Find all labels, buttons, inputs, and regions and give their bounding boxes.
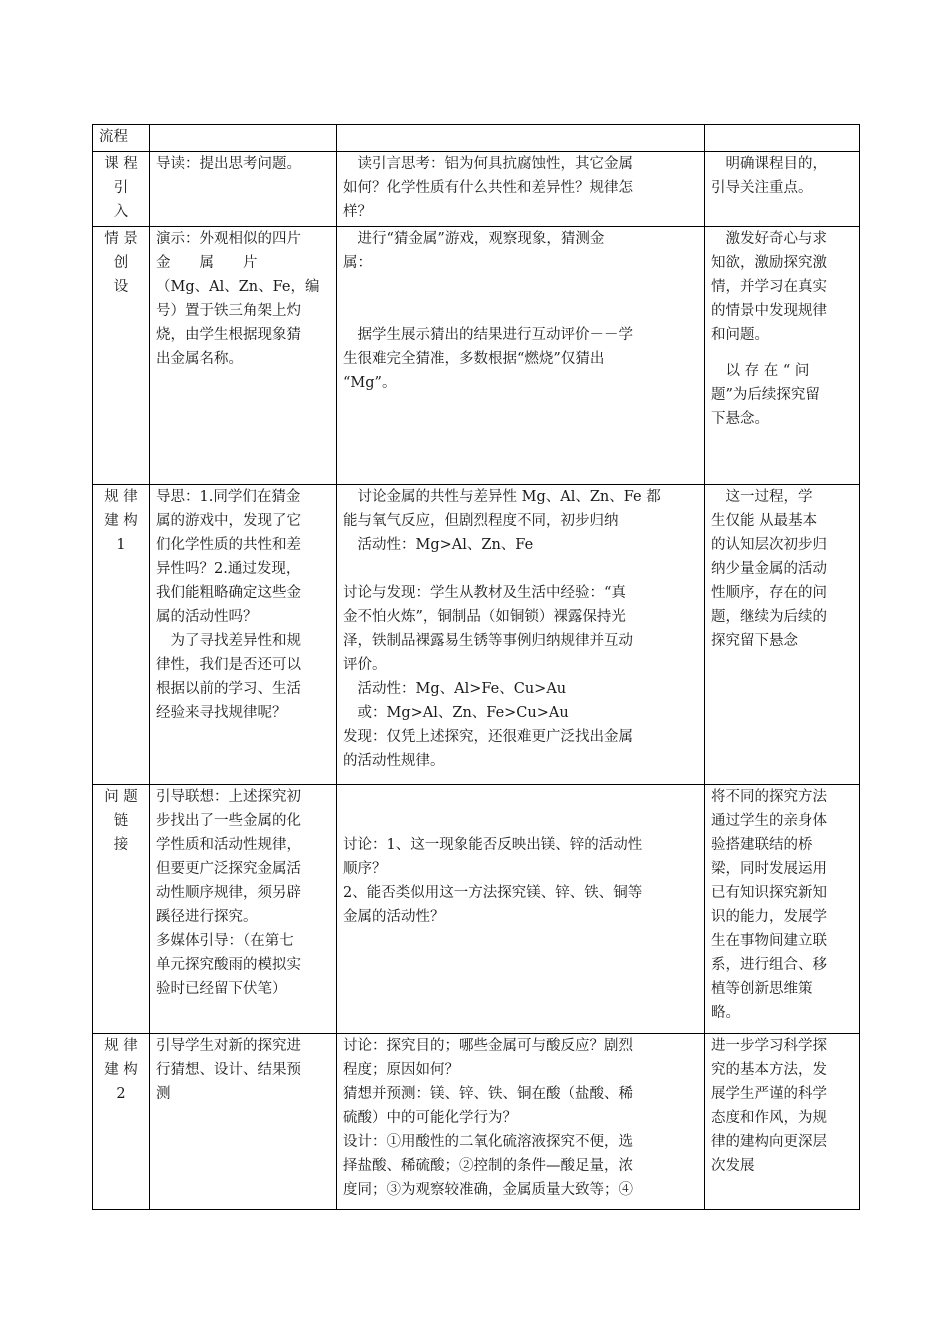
teacher-cell — [150, 227, 337, 485]
stage-line: 1 — [116, 537, 126, 553]
header-teacher — [150, 125, 337, 152]
student-cell — [337, 485, 705, 785]
purpose-line: 植等创新思维策 — [711, 981, 813, 997]
student-line: 2、能否类似用这一方法探究镁、锌、铁、铜等 — [343, 885, 643, 901]
purpose-line: 验搭建联结的桥 — [711, 837, 813, 853]
student-line: 择盐酸、稀硫酸；②控制的条件—酸足量，浓 — [343, 1158, 633, 1174]
student-line: 发现：仅凭上述探究，还很难更广泛找出金属 — [343, 729, 633, 745]
teacher-line: 但要更广泛探究金属活 — [156, 861, 301, 877]
purpose-line: 略。 — [711, 1005, 740, 1021]
teacher-line: 属的游戏中，发现了它 — [156, 513, 301, 529]
purpose-line: 究的基本方法，发 — [711, 1062, 827, 1078]
teacher-line: 多媒体引导：（在第七 — [156, 933, 294, 949]
teacher-line: 烧，由学生根据现象猜 — [156, 327, 301, 343]
student-line: 程度；原因如何？ — [343, 1062, 459, 1078]
student-line: 样？ — [343, 204, 372, 220]
purpose-line: 题，继续为后续的 — [711, 609, 827, 625]
teacher-line: 们化学性质的共性和差 — [156, 537, 301, 553]
purpose-line: 纳少量金属的活动 — [711, 561, 827, 577]
purpose-cell — [705, 785, 860, 1034]
purpose-line: 明确课程目的， — [711, 156, 827, 172]
table-row — [93, 1034, 860, 1210]
purpose-line: 情，并学习在真实 — [711, 279, 827, 295]
stage-cell — [93, 152, 150, 227]
teacher-line: 出金属名称。 — [156, 351, 243, 367]
teacher-line: （Mg、Al、Zn、Fe，编 — [156, 279, 320, 295]
purpose-line: 这一过程，学 — [711, 489, 813, 505]
teacher-line: 经验来寻找规律呢？ — [156, 705, 287, 721]
teacher-line: 号）置于铁三角架上灼 — [156, 303, 301, 319]
purpose-line: 以 存 在 “ 问 — [711, 363, 810, 379]
student-cell — [337, 785, 705, 1034]
table-row — [93, 485, 860, 785]
purpose-line: 激发好奇心与求 — [711, 231, 827, 247]
student-line: 金不怕火炼”，铜制品（如铜锁）裸露保持光 — [343, 609, 626, 625]
teacher-line: 属的活动性吗？ — [156, 609, 258, 625]
stage-cell — [93, 1034, 150, 1210]
purpose-line: 探究留下悬念 — [711, 633, 798, 649]
teacher-line: 我们能粗略确定这些金 — [156, 585, 301, 601]
student-line: 能与氧气反应，但剧烈程度不同，初步归纳 — [343, 513, 619, 529]
student-line: 猜想并预测：镁、锌、铁、铜在酸（盐酸、稀 — [343, 1086, 633, 1102]
teacher-line: 验时已经留下伏笔） — [156, 981, 287, 997]
teacher-line: 步找出了一些金属的化 — [156, 813, 301, 829]
stage-line: 创 — [113, 255, 129, 271]
student-line: 评价。 — [343, 657, 387, 673]
purpose-line: 的情景中发现规律 — [711, 303, 827, 319]
purpose-line: 生仅能 从最基本 — [711, 513, 818, 529]
stage-line: 引 — [113, 180, 129, 196]
student-line: 讨论：1、这一现象能否反映出镁、锌的活动性 — [343, 837, 643, 853]
teacher-line: 律性，我们是否还可以 — [156, 657, 301, 673]
student-cell — [337, 227, 705, 485]
teacher-line: 演示：外观相似的四片 — [156, 231, 301, 247]
student-cell — [337, 1034, 705, 1210]
stage-line: 设 — [113, 279, 129, 295]
teacher-line: 单元探究酸雨的模拟实 — [156, 957, 301, 973]
purpose-line: 引导关注重点。 — [711, 180, 813, 196]
stage-line: 入 — [113, 204, 129, 220]
teacher-cell — [150, 785, 337, 1034]
student-line: 金属的活动性？ — [343, 909, 445, 925]
teacher-cell — [150, 485, 337, 785]
teacher-line: 引导联想：上述探究初 — [156, 789, 301, 805]
purpose-cell — [705, 485, 860, 785]
teacher-cell — [150, 1034, 337, 1210]
stage-line: 规 律 — [104, 489, 138, 505]
student-line: 讨论：探究目的；哪些金属可与酸反应？剧烈 — [343, 1038, 633, 1054]
purpose-line: 展学生严谨的科学 — [711, 1086, 827, 1102]
purpose-cell — [705, 1034, 860, 1210]
stage-cell — [93, 227, 150, 485]
student-line: 硫酸）中的可能化学行为？ — [343, 1110, 517, 1126]
stage-line: 链 — [113, 813, 129, 829]
purpose-line: 已有知识探究新知 — [711, 885, 827, 901]
header-flow — [93, 125, 150, 152]
purpose-cell — [705, 152, 860, 227]
student-line: 生很难完全猜准，多数根据“燃烧”仅猜出 — [343, 351, 605, 367]
student-line: 活动性：Mg、Al>Fe、Cu>Au — [343, 681, 567, 697]
table-row — [93, 152, 860, 227]
purpose-line: 识的能力，发展学 — [711, 909, 827, 925]
purpose-line: 的认知层次初步归 — [711, 537, 827, 553]
header-purpose — [705, 125, 860, 152]
student-line: 如何？化学性质有什么共性和差异性？规律怎 — [343, 180, 633, 196]
stage-cell — [93, 485, 150, 785]
table-row — [93, 227, 860, 485]
student-line: 或：Mg>Al、Zn、Fe>Cu>Au — [343, 705, 569, 721]
stage-cell — [93, 785, 150, 1034]
header-student — [337, 125, 705, 152]
student-line: “Mg”。 — [343, 375, 397, 391]
student-line: 活动性：Mg>Al、Zn、Fe — [343, 537, 534, 553]
table-row — [93, 785, 860, 1034]
purpose-line: 性顺序，存在的问 — [711, 585, 827, 601]
teacher-line: 引导学生对新的探究进 — [156, 1038, 301, 1054]
teacher-line: 导读：提出思考问题。 — [156, 156, 301, 172]
stage-line: 情 景 — [104, 231, 138, 247]
student-line: 泽，铁制品裸露易生锈等事例归纳规律并互动 — [343, 633, 633, 649]
purpose-line: 律的建构向更深层 — [711, 1134, 827, 1150]
purpose-cell — [705, 227, 860, 485]
purpose-line: 生在事物间建立联 — [711, 933, 827, 949]
student-line: 设计：①用酸性的二氧化硫溶液探究不便，选 — [343, 1134, 633, 1150]
lesson-flow-table — [92, 124, 860, 1210]
teacher-line: 蹊径进行探究。 — [156, 909, 258, 925]
stage-line: 2 — [116, 1086, 126, 1102]
stage-line: 问 题 — [104, 789, 138, 805]
student-line: 读引言思考：铝为何具抗腐蚀性，其它金属 — [343, 156, 633, 172]
student-line: 度同；③为观察较准确，金属质量大致等；④ — [343, 1182, 633, 1198]
teacher-line: 导思：1.同学们在猜金 — [156, 489, 301, 505]
teacher-cell — [150, 152, 337, 227]
student-line: 的活动性规律。 — [343, 753, 445, 769]
purpose-line: 次发展 — [711, 1158, 755, 1174]
student-line: 讨论金属的共性与差异性 Mg、Al、Zn、Fe 都 — [343, 489, 661, 505]
purpose-line: 题”为后续探究留 — [711, 387, 820, 403]
teacher-line: 为了寻找差异性和规 — [156, 633, 301, 649]
purpose-line: 系，进行组合、移 — [711, 957, 827, 973]
teacher-line: 学性质和活动性规律， — [156, 837, 301, 853]
purpose-line: 通过学生的亲身体 — [711, 813, 827, 829]
teacher-line: 根据以前的学习、生活 — [156, 681, 301, 697]
student-line: 属： — [343, 255, 372, 271]
purpose-line: 和问题。 — [711, 327, 769, 343]
teacher-line: 行猜想、设计、结果预 — [156, 1062, 301, 1078]
stage-line: 接 — [113, 837, 129, 853]
purpose-line: 态度和作风，为规 — [711, 1110, 827, 1126]
teacher-line: 测 — [156, 1086, 171, 1102]
purpose-line: 知欲，激励探究激 — [711, 255, 827, 271]
purpose-line: 梁，同时发展运用 — [711, 861, 827, 877]
purpose-line: 将不同的探究方法 — [711, 789, 827, 805]
student-line: 顺序？ — [343, 861, 387, 877]
teacher-line: 动性顺序规律，须另辟 — [156, 885, 301, 901]
student-line: 进行“猜金属”游戏，观察现象，猜测金 — [343, 231, 605, 247]
purpose-line: 下悬念。 — [711, 411, 769, 427]
purpose-line: 进一步学习科学探 — [711, 1038, 827, 1054]
stage-line: 建 构 — [104, 1062, 138, 1078]
student-line: 讨论与发现：学生从教材及生活中经验：“真 — [343, 585, 626, 601]
header-row — [93, 125, 860, 152]
stage-line: 建 构 — [104, 513, 138, 529]
stage-line: 课 程 — [104, 156, 138, 172]
header-flow-label: 流程 — [99, 129, 128, 145]
teacher-line: 金 属 片 — [156, 255, 258, 271]
student-cell — [337, 152, 705, 227]
stage-line: 规 律 — [104, 1038, 138, 1054]
teacher-line: 异性吗？2.通过发现， — [156, 561, 301, 577]
student-line: 据学生展示猜出的结果进行互动评价－－学 — [343, 327, 633, 343]
